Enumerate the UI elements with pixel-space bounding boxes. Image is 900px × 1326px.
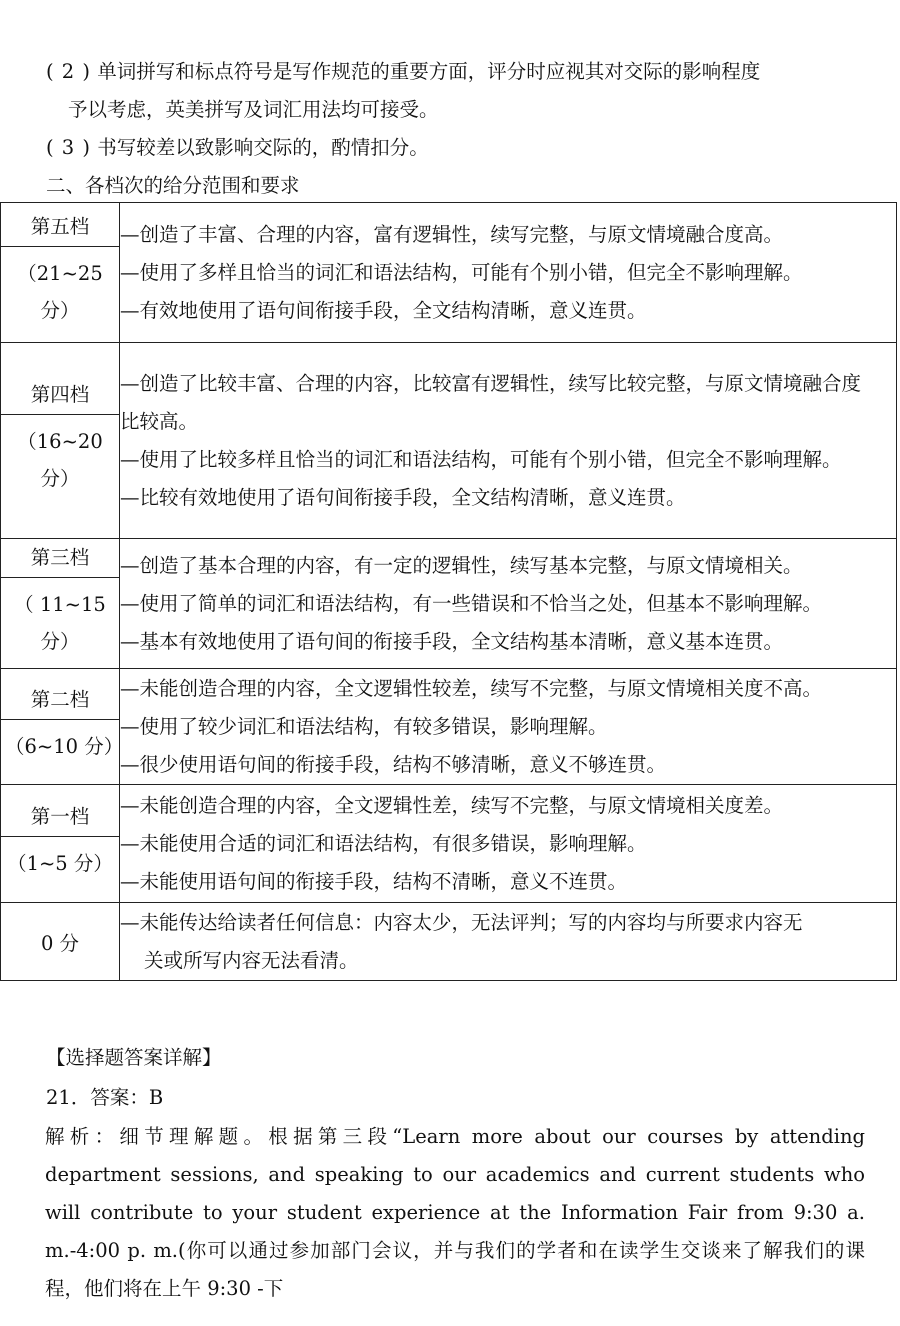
criterion-content: —创造了丰富、合理的内容，富有逻辑性，续写完整，与原文情境融合度高。: [120, 222, 784, 246]
section-heading: 二、各档次的给分范围和要求: [46, 174, 300, 197]
level-range: （21~25 分）: [17, 262, 103, 322]
level-name: 第五档: [1, 208, 119, 247]
criteria-cell: [120, 539, 897, 669]
level-row-3: [1, 539, 897, 669]
criterion-cohesion: —基本有效地使用了语句间的衔接手段，全文结构基本清晰，意义基本连贯。: [120, 629, 784, 653]
criterion-content: —未能创造合理的内容，全文逻辑性较差，续写不完整，与原文情境相关度不高。: [120, 676, 823, 700]
scoring-note-3-number: ( 3 ): [46, 136, 92, 159]
level-row-5: [1, 203, 897, 343]
level-cell: [1, 203, 120, 343]
scoring-note-2-number: ( 2 ): [46, 60, 92, 83]
criterion-line-continued: 关或所写内容无法看清。: [144, 948, 359, 972]
level-row-4: [1, 343, 897, 539]
level-name: 0 分: [40, 931, 80, 955]
answers-heading: 【选择题答案详解】: [46, 1046, 222, 1069]
scoring-note-2-text: 单词拼写和标点符号是写作规范的重要方面，评分时应视其对交际的影响程度: [97, 60, 761, 83]
criterion-content: —创造了比较丰富、合理的内容，比较富有逻辑性，续写比较完整，与原文情境融合度比较高。: [120, 371, 862, 433]
criterion-line: —未能传达给读者任何信息：内容太少，无法评判；写的内容均与所要求内容无: [120, 910, 803, 934]
question-21-analysis: 解析：细节理解题。根据第三段“Learn more about our courses by attending department sessions, and speaking to our academics and current students who will contribute to your student experience at the Information Fair from 9:30 a. m.-4:00 p. m.(你可以通过参加部门会议，并与我们的学者和在读学生交谈来了解我们的课程，他们将在上午 9:30 -下: [45, 1125, 865, 1300]
criterion-language: —使用了比较多样且恰当的词汇和语法结构，可能有个别小错，但完全不影响理解。: [120, 447, 842, 471]
criterion-cohesion: —有效地使用了语句间衔接手段，全文结构清晰，意义连贯。: [120, 298, 647, 322]
level-range: （16~20 分）: [17, 430, 103, 490]
level-row-1: [1, 785, 897, 903]
grading-table: [0, 202, 897, 981]
criterion-language: —使用了多样且恰当的词汇和语法结构，可能有个别小错，但完全不影响理解。: [120, 260, 803, 284]
scoring-note-3: [46, 134, 429, 162]
level-range: （ 11~15 分）: [14, 593, 106, 653]
criteria-cell: [120, 203, 897, 343]
criteria-cell: [120, 669, 897, 785]
level-cell: [1, 785, 120, 903]
criterion-content: —未能创造合理的内容，全文逻辑性差，续写不完整，与原文情境相关度差。: [120, 793, 784, 817]
question-21-answer: 21．答案：B: [46, 1086, 164, 1109]
level-name: 第一档: [1, 798, 119, 837]
criteria-cell: [120, 343, 897, 539]
criteria-cell: [120, 903, 897, 981]
level-cell: [1, 669, 124, 785]
criterion-cohesion: —未能使用语句间的衔接手段，结构不清晰，意义不连贯。: [120, 869, 628, 893]
level-row-0: [1, 903, 897, 981]
level-cell: [1, 903, 120, 981]
criterion-cohesion: —比较有效地使用了语句间衔接手段，全文结构清晰，意义连贯。: [120, 485, 686, 509]
criterion-language: —未能使用合适的词汇和语法结构，有很多错误，影响理解。: [120, 831, 647, 855]
level-name: 第三档: [1, 539, 119, 578]
level-name: 第四档: [1, 376, 119, 415]
level-cell: [1, 343, 120, 539]
scoring-note-3-text: 书写较差以致影响交际的，酌情扣分。: [97, 136, 429, 159]
level-range: （1~5 分）: [7, 851, 113, 875]
criteria-cell: [120, 785, 897, 903]
level-range: （6~10 分）: [5, 734, 124, 758]
level-name: 第二档: [1, 681, 119, 720]
level-cell: [1, 539, 120, 669]
criterion-language: —使用了简单的词汇和语法结构，有一些错误和不恰当之处，但基本不影响理解。: [120, 591, 823, 615]
criterion-content: —创造了基本合理的内容，有一定的逻辑性，续写基本完整，与原文情境相关。: [120, 553, 803, 577]
criterion-language: —使用了较少词汇和语法结构，有较多错误，影响理解。: [120, 714, 608, 738]
criterion-cohesion: —很少使用语句间的衔接手段，结构不够清晰，意义不够连贯。: [120, 752, 667, 776]
scoring-note-2-line2: 予以考虑，英美拼写及词汇用法均可接受。: [68, 98, 439, 121]
level-row-2: [1, 669, 897, 785]
scoring-note-2-line1: [46, 58, 760, 86]
